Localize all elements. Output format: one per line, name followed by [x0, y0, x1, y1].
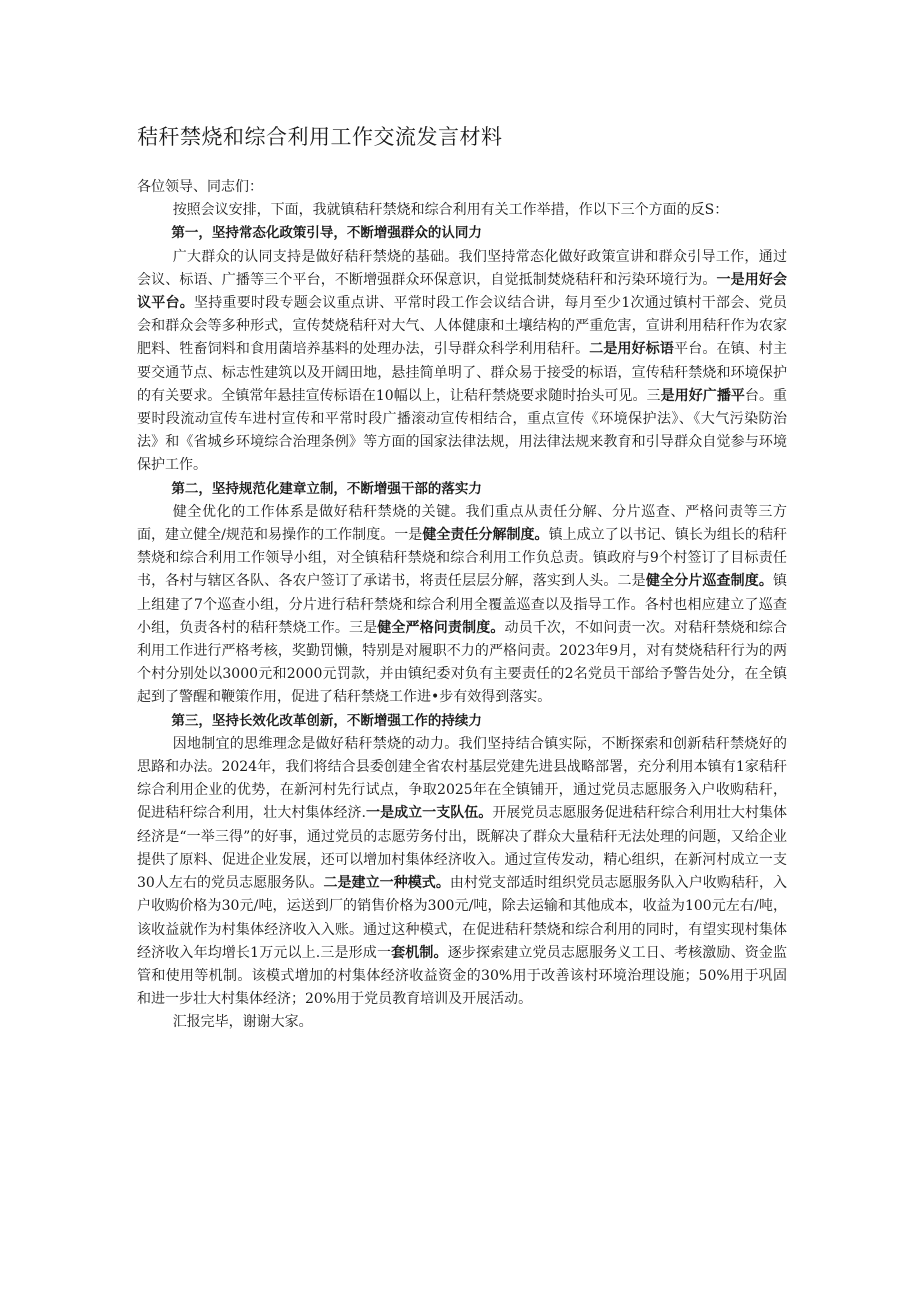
section-2-bold-1: 健全责任分解制度。 [422, 527, 549, 544]
section-3-text-3: 由村党支部适时组织党员志愿服务队入户收购秸秆，入户收购价格为30元/吨，运送到厂的销售价格为300元/吨，除去运输和其他成本，收益为100元左右/吨，该收益就作为村集体经济收入入账。通过这种模式，在促进秸秆禁烧和综合利用的同时，有望实现村集体经济收入年均增长1万元以上.三是形成一 [137, 875, 787, 961]
section-1-bold-1: 一是用好会议平台。 [137, 271, 788, 312]
section-3-bold-1: 一是成立一支队伍。 [366, 805, 493, 822]
intro-paragraph: 按照会议安排，下面，我就镇秸秆禁烧和综合利用有关工作举措，作以下三个方面的反S： [172, 202, 729, 219]
section-3-paragraph [137, 733, 787, 1011]
section-3-text-1: 因地制宜的思维理念是做好秸秆禁烧的动力。我们坚持结合镇实际，不断探索和创新秸秆禁烧好的思路和办法。2024年，我们将结合县委创建全省农村基层党建先进县战略部署，充分利用本镇有1家秸秆综合利用企业的优势，在新河村先行试点，争取2025年在全镇铺开，通过党员志愿服务入户收购秸秆，促进秸秆综合利用，壮大村集体经济. [137, 735, 787, 822]
document-body [137, 176, 787, 1035]
section-2-heading: 第二，坚持规范化建章立制，不断增强干部的落实力 [171, 480, 482, 497]
section-2-text-4: 动员千次，不如问责一次。对秸秆禁烧和综合利用工作进行严格考核，奖勤罚懒，特别是对履职不力的严格问责。2023年9月，对有焚烧秸秆行为的两个村分别处以3000元和2000元罚款，并由镇纪委对负有主要责任的2名党员干部给予警告处分，在全镇起到了警醒和鞭策作用，促进了秸秆禁烧工作进•步有效得到落实。 [137, 619, 788, 706]
section-3-bold-3: 套机制。 [391, 944, 448, 961]
section-1-text-3: 平台。在镇、村主要交通节点、标志性建筑以及开阔田地，悬挂简单明了、群众易于接受的标语，宣传秸秆禁烧和环境保护的有关要求。全镇常年悬挂宣传标语在10幅以上，让秸秆禁烧要求随时抬头可见。三 [137, 341, 788, 404]
section-2-paragraph [137, 501, 787, 710]
section-1-bold-2: 二是用好标语 [589, 341, 675, 358]
section-1-paragraph [137, 246, 787, 478]
closing-line: 汇报完毕，谢谢大家。 [172, 1014, 313, 1031]
section-1-text-1: 广大群众的认同支持是做好秸秆禁烧的基础。我们坚持常态化做好政策宣讲和群众引导工作，通过会议、标语、广播等三个平台，不断增强群众环保意识，自觉抵制焚烧秸秆和污染环境行为。 [137, 248, 787, 288]
section-1-bold-3: 是用好广播平 [660, 387, 745, 404]
section-2-bold-2: 健全分片巡查制度。 [645, 573, 774, 590]
section-3-heading: 第三，坚持长效化改革创新，不断增强工作的持续力 [171, 712, 482, 729]
section-2-text-2: 镇上成立了以书记、镇长为组长的秸秆禁烧和综合利用工作领导小组，对全镇秸秆禁烧和综合利用工作负总责。镇政府与9个村签订了目标责任书，各村与辖区各队、各农户签订了承诺书，将责任层层分解，落实到人头。二是 [137, 527, 788, 590]
section-1-heading: 第一，坚持常态化政策引导，不断增强群众的认同力 [171, 225, 482, 242]
section-3-bold-2: 二是建立一种模式。 [323, 875, 450, 892]
document-title: 秸秆禁烧和综合利用工作交流发言材料 [137, 125, 503, 149]
greeting: 各位领导、同志们： [137, 179, 263, 195]
section-2-text-1: 健全优化的工作体系是做好秸秆禁烧的关键。我们重点从责任分解、分片巡查、严格问责等三方面，建立健全/规范和易操作的工作制度。一是 [137, 503, 787, 544]
section-3-text-4: 逐步探索建立党员志愿服务义工日、考核激励、资金监管和使用等机制。该模式增加的村集体经济收益资金的30%用于改善该村环境治理设施；50%用于巩固和进一步壮大村集体经济；20%用于党员教育培训及开展活动。 [137, 944, 788, 1008]
section-1-text-4: 台。重要时段流动宣传车进村宣传和平常时段广播滚动宣传相结合，重点宣传《环境保护法》、《大气污染防治法》和《省城乡环境综合治理条例》等方面的国家法律法规，用法律法规来教育和引导群众自觉参与环境保护工作。 [137, 387, 788, 474]
section-2-bold-3: 健全严格问责制度。 [377, 619, 505, 636]
section-3-text-2: 开展党员志愿服务促进秸秆综合利用壮大村集体经济是“一举三得”的好事，通过党员的志愿劳务付出，既解决了群众大量秸秆无法处理的问题，又给企业提供了原料、促进企业发展，还可以增加村集体经济收入。通过宣传发动，精心组织，在新河村成立一支30人左右的党员志愿服务队。 [137, 805, 788, 892]
section-2-text-3: 镇上组建了7个巡查小组，分片进行秸秆禁烧和综合利用全覆盖巡查以及指导工作。各村也相应建立了巡查小组，负责各村的秸秆禁烧工作。三是 [137, 573, 788, 636]
section-1-text-2: 坚持重要时段专题会议重点讲、平常时段工作会议结合讲，每月至少1次通过镇村干部会、党员会和群众会等多种形式，宣传焚烧秸秆对大气、人体健康和土壤结构的严重危害，宣讲利用秸秆作为农家肥料、牲畜饲料和食用菌培养基料的处理办法，引导群众科学利用秸秆。 [137, 295, 788, 358]
